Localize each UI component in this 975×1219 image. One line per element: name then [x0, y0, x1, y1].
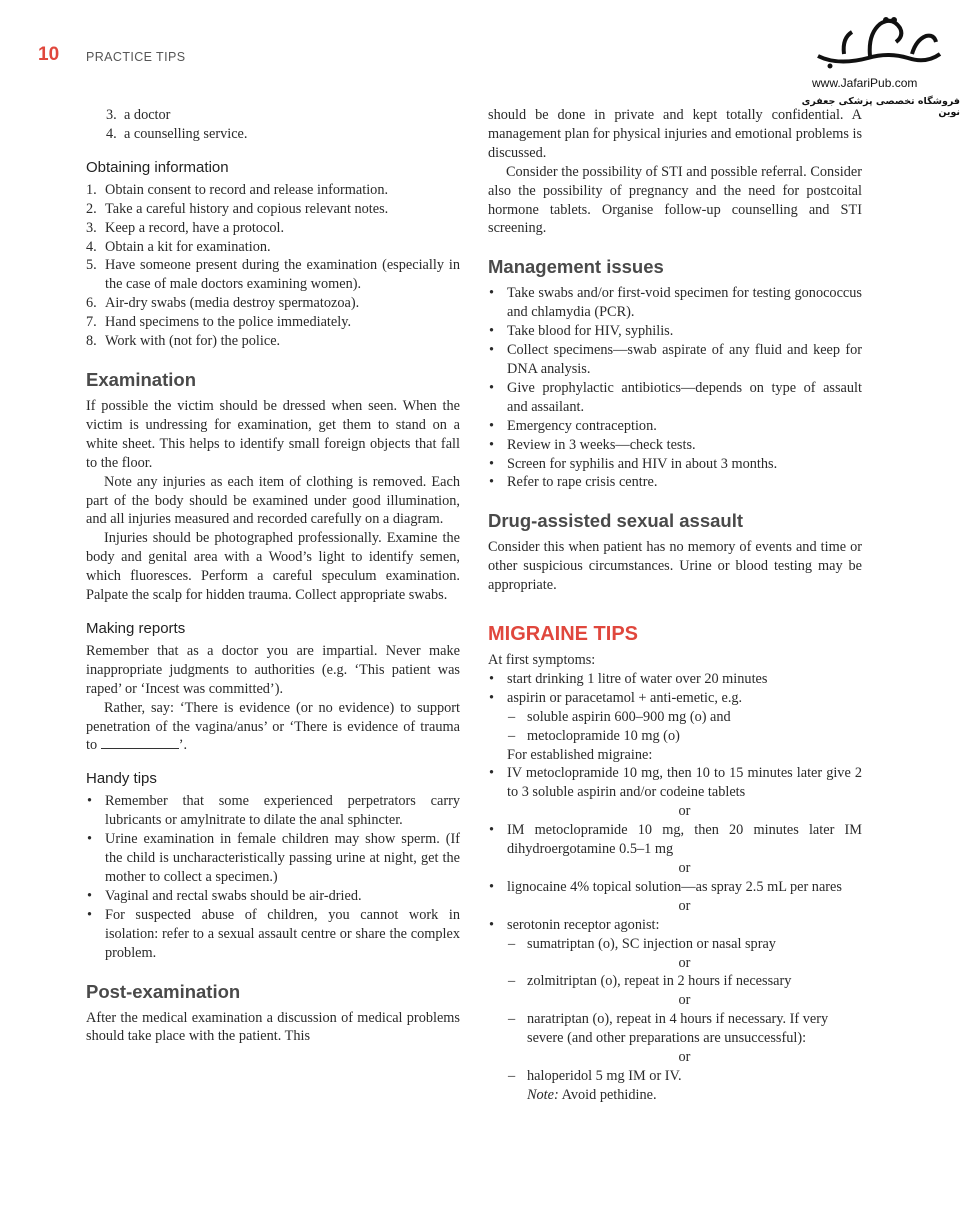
- list-item: – metoclopramide 10 mg (o): [508, 727, 680, 744]
- list-item: • serotonin receptor agonist:: [489, 916, 660, 933]
- or-separator: or: [678, 954, 691, 971]
- list-item: • Refer to rape crisis centre.: [489, 474, 658, 491]
- list-item: • aspirin or paracetamol + anti-emetic, e.g.: [489, 689, 743, 706]
- list-item: • Emergency contraception.: [489, 417, 657, 434]
- migraine-dash-list: [488, 708, 862, 746]
- continued-paragraph: Consider the possibility of STI and possible referral. Consider also the possibility of pregnancy and the need for postcoital hormone tablets. Organise follow-up counselling and STI screening.: [488, 163, 862, 237]
- first-symptoms-label: At first symptoms:: [488, 652, 596, 669]
- logo-url: www.JafariPub.com: [812, 76, 918, 90]
- list-item: • IV metoclopramide 10 mg, then 10 to 15 minutes later give 2 to 3 soluble aspirin and/or codeine tablets: [489, 765, 862, 801]
- examination-paragraph: If possible the victim should be dressed when seen. When the victim is undressing for examination, get them to stand on a white sheet. This helps to identify small foreign objects that fall to the floor.: [86, 397, 460, 471]
- list-item: 4. a counselling service.: [106, 125, 248, 142]
- drug-assisted-heading: Drug-assisted sexual assault: [488, 510, 743, 532]
- list-item: • For suspected abuse of children, you cannot work in isolation: refer to a sexual assault centre or share the complex problem.: [87, 906, 460, 961]
- management-heading: Management issues: [488, 256, 664, 278]
- list-item: – sumatriptan (o), SC injection or nasal spray: [508, 935, 776, 952]
- page-number: 10: [38, 44, 60, 65]
- migraine-heading: MIGRAINE TIPS: [488, 623, 639, 646]
- list-item: 2. Take a careful history and copious relevant notes.: [86, 200, 389, 217]
- reports-heading: Making reports: [86, 619, 186, 637]
- list-item: 3. a doctor: [106, 107, 171, 123]
- migraine-note: Note: Avoid pethidine.: [527, 1086, 657, 1103]
- list-item: – naratriptan (o), repeat in 4 hours if necessary. If very severe (and other preparations are unsuccessful):: [508, 1011, 829, 1047]
- list-item: 7. Hand specimens to the police immediately.: [86, 314, 352, 331]
- continued-paragraph: should be done in private and kept totally confidential. A management plan for physical injuries and emotional problems is discussed.: [488, 107, 863, 161]
- jafaripub-logo-icon: [808, 14, 948, 74]
- list-item: • start drinking 1 litre of water over 20 minutes: [489, 670, 768, 687]
- intro-list: [86, 106, 460, 144]
- migraine-list: [488, 916, 862, 935]
- list-item: • Remember that some experienced perpetrators carry lubricants or amylnitrate to dilate the anal sphincter.: [87, 793, 460, 829]
- list-item: 5. Have someone present during the examination (especially in the case of male doctors examining women).: [86, 257, 460, 293]
- migraine-dash-list: [488, 1067, 862, 1086]
- or-separator: or: [678, 1049, 691, 1066]
- running-head: PRACTICE TIPS: [86, 50, 186, 64]
- or-separator: or: [678, 803, 691, 820]
- migraine-list: [488, 764, 862, 802]
- examination-paragraph: Note any injuries as each item of clothing is removed. Each part of the body should be examined under good illumination, and all injuries measured and recorded carefully on a diagram.: [86, 473, 460, 528]
- list-item: • Review in 3 weeks—check tests.: [489, 436, 696, 453]
- reports-paragraph: Rather, say: ‘There is evidence (or no evidence) to support penetration of the vagina/anus’ or ‘There is evidence of trauma to ’.: [86, 699, 460, 754]
- migraine-list: [488, 670, 862, 708]
- list-item: • Give prophylactic antibiotics—depends on type of assault and assailant.: [489, 379, 862, 415]
- publisher-logo: [800, 14, 960, 118]
- or-separator: or: [678, 992, 691, 1009]
- list-item: • Vaginal and rectal swabs should be air-dried.: [87, 887, 362, 904]
- list-item: • Take blood for HIV, syphilis.: [489, 323, 674, 340]
- post-examination-paragraph: After the medical examination a discussion of medical problems should take place with the patient. This: [86, 1009, 460, 1045]
- obtaining-heading: Obtaining information: [86, 158, 229, 176]
- post-examination-heading: Post-examination: [86, 980, 241, 1002]
- obtaining-list: [86, 181, 460, 351]
- list-item: 1. Obtain consent to record and release information.: [86, 181, 389, 198]
- established-migraine-label: For established migraine:: [507, 746, 653, 763]
- migraine-list: [488, 821, 862, 859]
- handy-tips-list: [86, 792, 460, 962]
- migraine-dash-list: [488, 1010, 862, 1048]
- management-list: [488, 284, 862, 492]
- list-item: – zolmitriptan (o), repeat in 2 hours if necessary: [508, 973, 792, 990]
- list-item: – haloperidol 5 mg IM or IV.: [508, 1067, 682, 1084]
- list-item: • IM metoclopramide 10 mg, then 20 minutes later IM dihydroergotamine 0.5–1 mg: [489, 822, 862, 858]
- migraine-dash-list: [488, 972, 862, 991]
- right-column: [488, 106, 862, 1105]
- list-item: – soluble aspirin 600–900 mg (o) and: [508, 708, 731, 725]
- logo-tagline: فروشگاه تخصصی پزشکی جعفری نوین: [801, 96, 960, 118]
- list-item: • Screen for syphilis and HIV in about 3 months.: [489, 455, 778, 472]
- list-item: • Urine examination in female children may show sperm. (If the child is uncharacteristically passing urine at night, get the mother to collect a specimen.): [87, 831, 460, 885]
- or-separator: or: [678, 860, 691, 876]
- fill-in-blank: [101, 736, 179, 749]
- or-separator: or: [678, 897, 691, 914]
- list-item: 8. Work with (not for) the police.: [86, 333, 281, 350]
- list-item: • Take swabs and/or first-void specimen for testing gonococcus and chlamydia (PCR).: [489, 285, 862, 321]
- drug-assisted-paragraph: Consider this when patient has no memory of events and time or other suspicious circumstances. Urine or blood testing may be appropriate.: [488, 539, 862, 594]
- migraine-dash-list: [488, 935, 862, 954]
- handy-tips-heading: Handy tips: [86, 770, 157, 788]
- left-column: [86, 106, 460, 1046]
- list-item: 3. Keep a record, have a protocol.: [86, 219, 285, 236]
- list-item: 4. Obtain a kit for examination.: [86, 238, 271, 255]
- list-item: • lignocaine 4% topical solution—as spray 2.5 mL per nares: [489, 878, 842, 895]
- list-item: 6. Air-dry swabs (media destroy spermatozoa).: [86, 295, 360, 312]
- examination-paragraph: Injuries should be photographed professionally. Examine the body and genital area with a Wood’s light to identify semen, which fluoresces. Perform a careful speculum examination. Palpate the scalp for hidden trauma. Collect appropriate swabs.: [86, 530, 460, 604]
- reports-paragraph: Remember that as a doctor you are impartial. Never make inappropriate judgments to authorities (e.g. ‘This patient was raped’ or ‘Incest was committed’).: [86, 642, 460, 697]
- list-item: • Collect specimens—swab aspirate of any fluid and keep for DNA analysis.: [489, 342, 862, 377]
- examination-heading: Examination: [86, 368, 196, 390]
- migraine-list: [488, 878, 862, 897]
